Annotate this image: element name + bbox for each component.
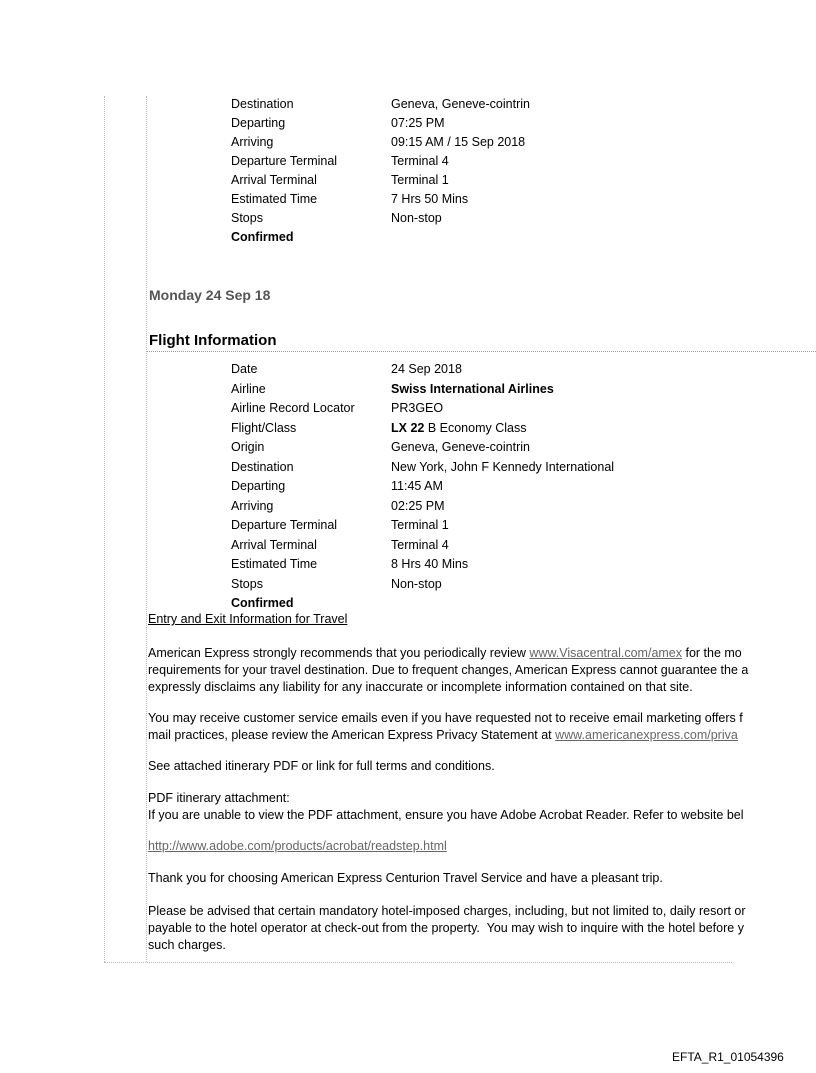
adobe-link-line [148, 838, 447, 855]
hotel-charges-paragraph: Please be advised that certain mandatory hotel-imposed charges, including, but not limited to, daily resort or payable to the hotel operator at check-out from the property. You may wish to inquire with the hotel before y such charges. [148, 904, 746, 952]
section-divider [147, 351, 816, 352]
left-border-outer [104, 96, 105, 962]
entry-exit-heading: Entry and Exit Information for Travel [148, 612, 348, 626]
thank-you-text: Thank you for choosing American Express Centurion Travel Service and have a pleasant trip. [148, 871, 663, 885]
customer-email-paragraph: You may receive customer service emails even if you have requested not to receive email marketing offers f mail practices, please review the American Express Privacy Statement at www.americanexpress.com/priva [148, 711, 743, 742]
see-attached-text: See attached itinerary PDF or link for full terms and conditions. [148, 759, 495, 773]
amex-recommendation-paragraph: American Express strongly recommends that you periodically review www.Visacentral.com/amex for the mo requirements for your travel destination. Due to frequent changes, American Express cannot guarantee the a expressly disclaims any liability for any inaccurate or incomplete information contained on that site. [148, 646, 749, 694]
bottom-border [104, 962, 732, 963]
pdf-attachment-paragraph: PDF itinerary attachment: If you are unable to view the PDF attachment, ensure you have Adobe Acrobat Reader. Refer to website bel [148, 791, 744, 822]
visacentral-link[interactable]: www.Visacentral.com/amex [529, 646, 683, 660]
document-id: EFTA_R1_01054396 [672, 1050, 784, 1064]
section-heading-flight-information: Flight Information [149, 332, 277, 349]
adobe-reader-link[interactable]: http://www.adobe.com/products/acrobat/readstep.html [148, 839, 447, 853]
day-heading: Monday 24 Sep 18 [149, 287, 271, 303]
privacy-statement-link[interactable]: www.americanexpress.com/priva [555, 728, 738, 742]
left-border-inner [146, 96, 147, 962]
